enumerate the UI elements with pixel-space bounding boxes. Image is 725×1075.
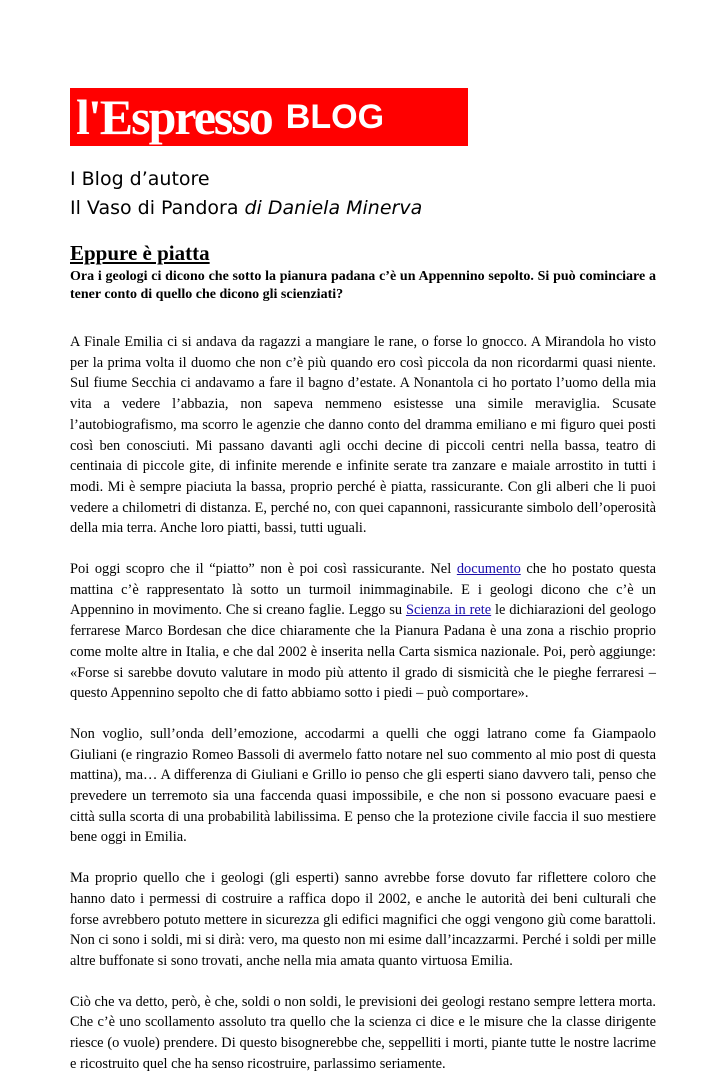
paragraph-5: Ciò che va detto, però, è che, soldi o non soldi, le previsioni dei geologi restano sempre lettera morta. Che c’è uno scollamento assoluto tra quello che la scienza ci dice e le misure che la classe dirigente riesce (o vuole) prendere. Di questo bisognerebbe che, seppelliti i morti, piante tutte le nostre lacrime e ricostruito quel che ha senso ricostruire, parlassimo seriamente.: [70, 993, 656, 1072]
scienza-in-rete-link[interactable]: Scienza in rete: [405, 602, 492, 619]
article: [70, 240, 656, 1075]
blog-header: [70, 165, 660, 223]
paragraph-1: A Finale Emilia ci si andava da ragazzi a mangiare le rane, o forse lo gnocco. A Mirandola ho visto per la prima volta il duomo che non c’è più quando ero così piccola da non ricordarmi quasi niente. Sul fiume Secchia ci andavamo a fare il bagno d’estate. A Nonantola ci ho portato l’uomo della mia vita a vedere l’abbazia, non sapeva nemmeno esistesse una simile meraviglia. Scusate l’autobiografismo, ma scorro le agenzie che danno conto del dramma emiliano e mi figuro quei posti così ben conosciuti. Mi passano davanti agli occhi decine di piccoli centri nella bassa, teatro di centinaia di piccole gite, di infinite merende e infinite serate tra zanzare e maiale arrostito in tutti i modi. Mi è sempre piaciuta la bassa, proprio perché è piatta, rassicurante. Con gli alberi che li puoi vedere a chilometri di distanza. E, perché no, con quei capannoni, rassicurante simbolo dell’operosità della mia terra. Anche loro piatti, bassi, tutti uguali.: [70, 334, 656, 537]
article-title: Eppure è piatta: [70, 241, 210, 265]
blog-section-title: I Blog d’autore: [70, 168, 210, 190]
espresso-blog-logo: [70, 88, 468, 146]
documento-link[interactable]: documento: [456, 561, 521, 578]
blog-author: di Daniela Minerva: [244, 197, 423, 219]
paragraph-2-part-c: le dichiarazioni del geologo ferrarese Marco Bordesan che dice chiaramente che la Pianura Padana è una zona a rischio proprio come molte altre in Italia, e che dal 2002 è inserita nella Carta sismica nazionale. Poi, però aggiunge: «Forse si sarebbe dovuto valutare in modo più attento il grado di sismicità che le pieghe ferraresi – questo Appennino sepolto che di fatto abbiamo sotto i piedi – può comportare».: [70, 602, 656, 702]
paragraph-2-part-a: Poi oggi scopro che il “piatto” non è poi così rassicurante. Nel: [70, 561, 457, 578]
paragraph-4: Ma proprio quello che i geologi (gli esperti) sanno avrebbe forse dovuto far riflettere coloro che hanno dato i permessi di costruire a raffica dopo il 2002, e anche le autorità dei beni culturali che forse avrebbero potuto mettere in sicurezza gli edifici magnifici che oggi vengono giù come barattoli. Non ci sono i soldi, mi si dirà: vero, ma questo non mi esime dall’incazzarmi. Perché i soldi per mille altre buffonate si sono trovati, anche nella mia amata quanto virtuosa Emilia.: [70, 870, 656, 969]
blog-name: [70, 194, 660, 223]
paragraph-3: Non voglio, sull’onda dell’emozione, accodarmi a quelli che oggi latrano come fa Giampaolo Giuliani (e ringrazio Romeo Bassoli di avermelo fatto notare nel suo commento al mio post di questa mattina), ma… A differenza di Giuliani e Grillo io penso che gli esperti siano davvero tali, penso che prevedere un terremoto sia una faccenda quasi impossibile, e che non si possono evacuare paesi e città sulla scorta di una probabilità labilissima. E penso che la protezione civile faccia il suo mestiere bene oggi in Emilia.: [70, 725, 656, 846]
paragraph-2-part-b: che ho postato questa mattina c’è rappresentato là sotto un turmoil inimmaginabile. E i geologi dicono che c’è un Appennino in movimento. Che si creano faglie. Leggo su: [70, 561, 656, 619]
logo-wordmark: l'Espresso: [76, 89, 272, 145]
article-subtitle: Ora i geologi ci dicono che sotto la pianura padana c’è un Appennino sepolto. Si può cominciare a tener conto di quello che dicono gli scienziati?: [70, 269, 656, 302]
blog-name-label: Il Vaso di Pandora: [70, 197, 245, 219]
paragraph-2: [70, 559, 656, 704]
logo-blog-label: BLOG: [285, 98, 385, 136]
